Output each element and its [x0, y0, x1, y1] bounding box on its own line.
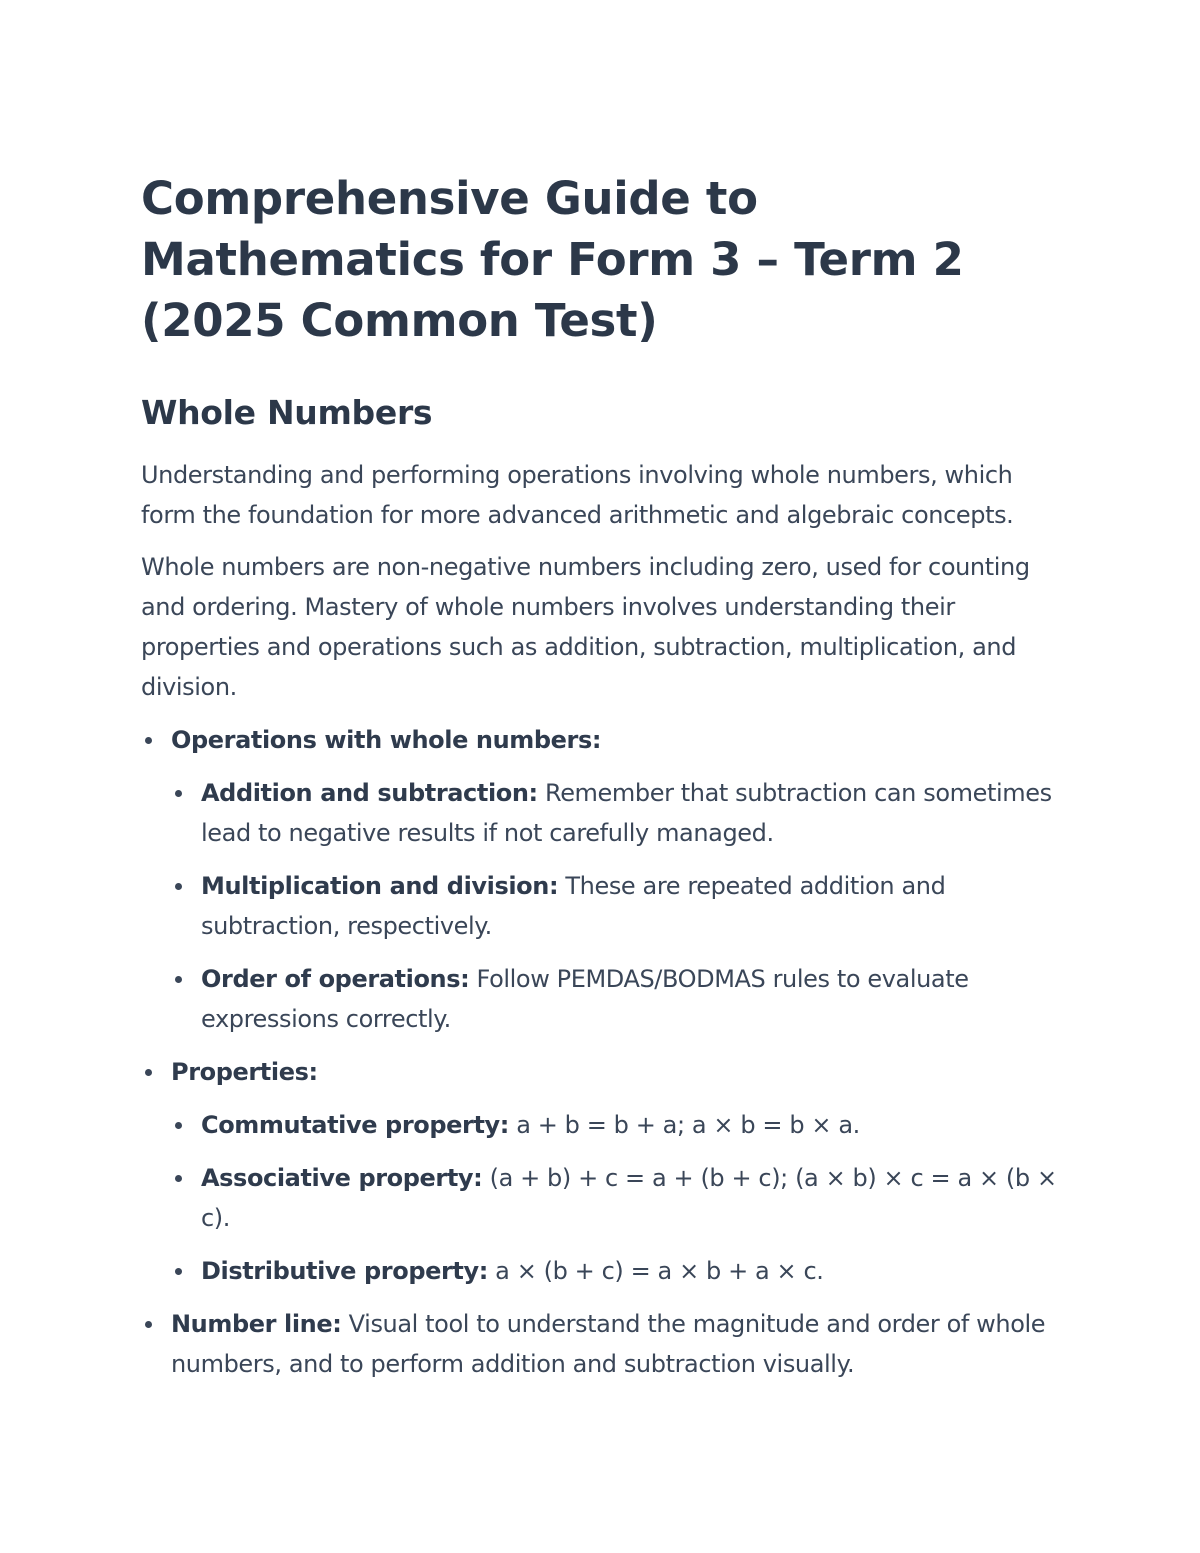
list-item-description: Follow PEMDAS/BODMAS rules to evaluate expressions correctly. — [201, 965, 969, 1033]
list-item-properties — [141, 1052, 1060, 1291]
body-paragraph: Whole numbers are non-negative numbers including zero, used for counting and ordering. Mastery of whole numbers involves understanding their properties and operations such as addition, subtraction, multiplication, and division. — [141, 553, 1030, 701]
bullet-icon — [175, 883, 182, 890]
list-item-term: Order of operations: — [201, 965, 470, 993]
operations-sublist — [171, 773, 1060, 1039]
sublist-item-distributive — [171, 1251, 1060, 1291]
properties-sublist — [171, 1105, 1060, 1291]
list-item-term: Commutative property: — [201, 1111, 509, 1139]
sublist-item-multiplication-division — [171, 866, 1060, 946]
list-item-term: Operations with whole numbers: — [171, 726, 602, 754]
list-item-term: Associative property: — [201, 1164, 483, 1192]
section-heading: Whole Numbers — [141, 393, 433, 432]
list-item-number-line — [141, 1304, 1060, 1384]
list-item-description: (a + b) + c = a + (b + c); (a × b) × c = a × (b × c). — [201, 1164, 1057, 1232]
bullet-icon — [175, 790, 182, 797]
list-item-description: Visual tool to understand the magnitude and order of whole numbers, and to perform addition and subtraction visually. — [171, 1310, 1046, 1378]
list-item-operations — [141, 720, 1060, 1039]
bullet-icon — [175, 1268, 182, 1275]
list-item-term: Addition and subtraction: — [201, 779, 538, 807]
list-item-term: Distributive property: — [201, 1257, 488, 1285]
sublist-item-addition-subtraction — [171, 773, 1060, 853]
bullet-icon — [175, 976, 182, 983]
sublist-item-commutative — [171, 1105, 1060, 1145]
list-item-term: Properties: — [171, 1058, 318, 1086]
list-item-description: Remember that subtraction can sometimes lead to negative results if not carefully managed. — [201, 779, 1052, 847]
list-item-term: Number line: — [171, 1310, 342, 1338]
topic-list — [141, 720, 1060, 1384]
sublist-item-associative — [171, 1158, 1060, 1238]
bullet-icon — [145, 737, 152, 744]
list-item-description: a + b = b + a; a × b = b × a. — [508, 1111, 860, 1139]
list-item-description: These are repeated addition and subtraction, respectively. — [201, 872, 946, 940]
list-item-term: Multiplication and division: — [201, 872, 559, 900]
bullet-icon — [145, 1321, 152, 1328]
bullet-icon — [175, 1175, 182, 1182]
list-item-description: a × (b + c) = a × b + a × c. — [487, 1257, 824, 1285]
bullet-icon — [145, 1069, 152, 1076]
intro-paragraph: Understanding and performing operations involving whole numbers, which form the foundation for more advanced arithmetic and algebraic concepts. — [141, 461, 1014, 529]
page-title: Comprehensive Guide to Mathematics for Form 3 – Term 2 (2025 Common Test) — [141, 172, 964, 347]
sublist-item-order-of-operations — [171, 959, 1060, 1039]
bullet-icon — [175, 1122, 182, 1129]
